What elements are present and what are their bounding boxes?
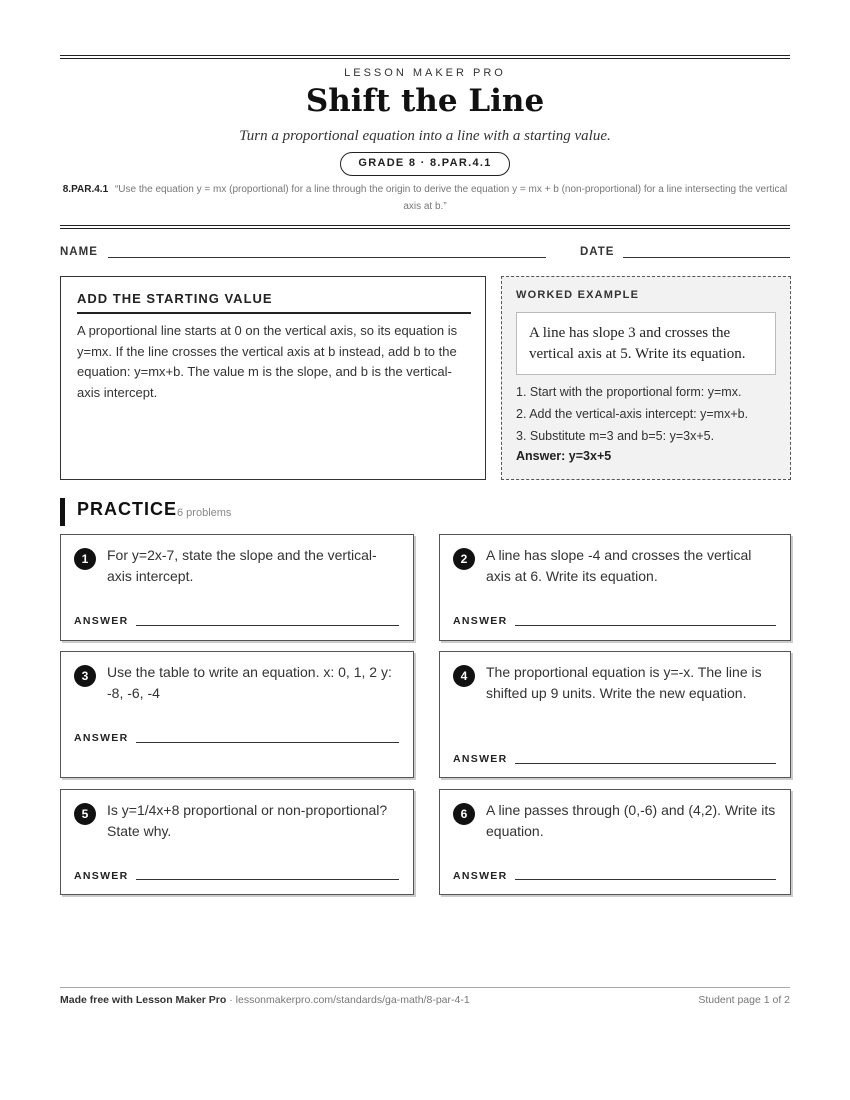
worked-example-step: 3. Substitute m=3 and b=5: y=3x+5. [516, 429, 715, 443]
practice-accent-bar [60, 498, 65, 526]
page-title: Shift the Line [305, 83, 545, 119]
name-field[interactable] [108, 257, 546, 258]
answer-field[interactable] [515, 879, 776, 880]
problem-text: Use the table to write an equation. x: 0, 1, 2 y: -8, -6, -4 [107, 664, 392, 701]
concept-heading: ADD THE STARTING VALUE [77, 291, 471, 314]
answer-label: ANSWER [453, 615, 508, 627]
problem-text: A line passes through (0,-6) and (4,2). Write its equation. [486, 802, 776, 839]
answer-label: ANSWER [453, 753, 508, 765]
problem-card-6 [439, 789, 791, 895]
answer-field[interactable] [136, 625, 399, 626]
worked-example-steps [516, 381, 786, 447]
footer-rule [60, 987, 790, 988]
problem-text: The proportional equation is y=-x. The line is shifted up 9 units. Write the new equation. [486, 664, 762, 701]
header-bottom-rule-2 [60, 228, 790, 229]
answer-label: ANSWER [453, 870, 508, 882]
problem-text: For y=2x-7, state the slope and the vertical-axis intercept. [107, 547, 377, 584]
problem-number: 3 [74, 665, 96, 687]
problem-card-4 [439, 651, 791, 778]
practice-count: 6 problems [177, 507, 232, 519]
worked-example-step: 1. Start with the proportional form: y=mx. [516, 385, 742, 399]
problem-card-2 [439, 534, 791, 641]
worked-example-prompt: A line has slope 3 and crosses the vertical axis at 5. Write its equation. [516, 312, 776, 375]
worked-example-step: 2. Add the vertical-axis intercept: y=mx+b. [516, 407, 749, 421]
problem-text: A line has slope -4 and crosses the vertical axis at 6. Write its equation. [486, 547, 752, 584]
answer-label: ANSWER [74, 732, 129, 744]
name-label: NAME [60, 246, 98, 258]
header-bottom-rule-1 [60, 225, 790, 226]
problem-text: Is y=1/4x+8 proportional or non-proportional? State why. [107, 802, 388, 839]
answer-field[interactable] [136, 742, 399, 743]
problem-card-1 [60, 534, 414, 641]
concept-body: A proportional line starts at 0 on the vertical axis, so its equation is y=mx. If the line crosses the vertical axis at b instead, add b to the equation: y=mx+b. The value m is the slope, and b is the vertical-axis intercept. [77, 323, 458, 400]
footer-credit [60, 994, 470, 1006]
answer-label: ANSWER [74, 870, 129, 882]
grade-badge: GRADE 8 · 8.PAR.4.1 [340, 152, 510, 176]
problem-number: 2 [453, 548, 475, 570]
answer-field[interactable] [136, 879, 399, 880]
top-rule-1 [60, 55, 790, 56]
answer-label: ANSWER [74, 615, 129, 627]
date-field[interactable] [623, 257, 790, 258]
brand-name: LESSON MAKER PRO [344, 67, 506, 79]
worked-example-box [501, 276, 791, 480]
worked-example-heading: WORKED EXAMPLE [516, 289, 640, 301]
answer-field[interactable] [515, 625, 776, 626]
top-rule-2 [60, 58, 790, 59]
practice-title: PRACTICE [77, 499, 178, 519]
footer-page-number: Student page 1 of 2 [698, 994, 790, 1006]
worked-example-answer: Answer: y=3x+5 [516, 449, 612, 463]
standard-description [60, 181, 790, 215]
problem-number: 4 [453, 665, 475, 687]
footer-url[interactable]: · lessonmakerpro.com/standards/ga-math/8-par-4-1 [226, 994, 470, 1006]
problem-card-3 [60, 651, 414, 778]
answer-field[interactable] [515, 763, 776, 764]
problem-number: 6 [453, 803, 475, 825]
standard-text: “Use the equation y = mx (proportional) for a line through the origin to derive the equation y = mx + b (non-proportional) for a line intersecting the vertical axis at b.” [114, 184, 788, 212]
page-subtitle: Turn a proportional equation into a line with a starting value. [239, 128, 611, 144]
problem-number: 1 [74, 548, 96, 570]
concept-box [60, 276, 486, 480]
problem-number: 5 [74, 803, 96, 825]
date-label: DATE [580, 246, 615, 258]
problem-card-5 [60, 789, 414, 895]
footer-made-with: Made free with Lesson Maker Pro [60, 994, 227, 1006]
standard-code: 8.PAR.4.1 [62, 184, 109, 195]
